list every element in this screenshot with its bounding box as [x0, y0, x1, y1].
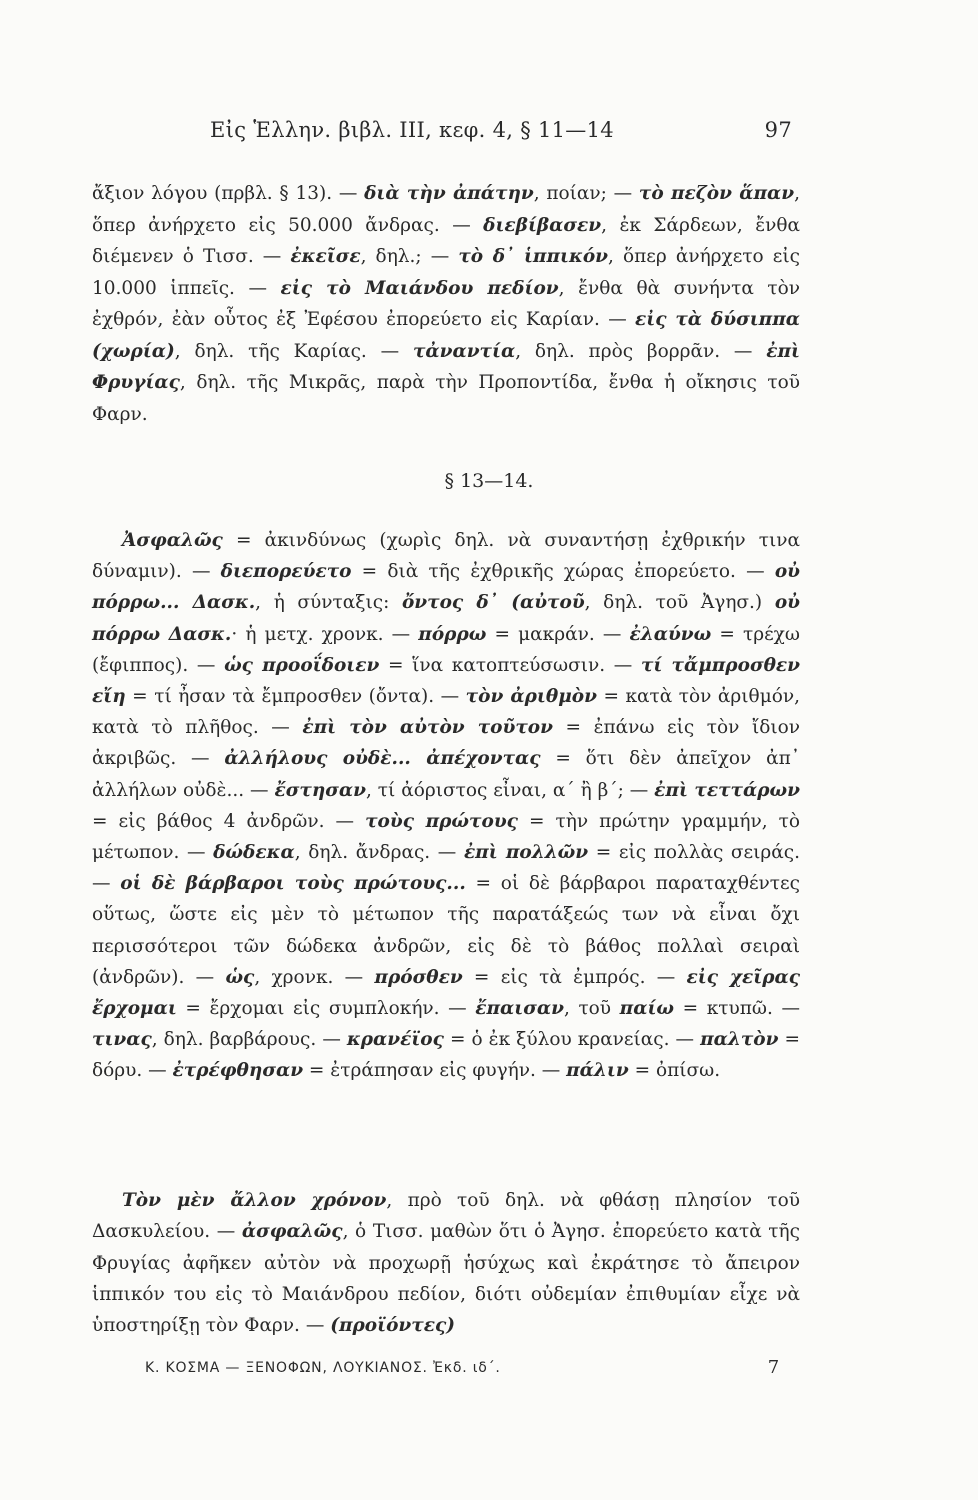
lemma-text: ἐπὶ Φρυγίας — [92, 340, 800, 393]
commentary-paragraph — [92, 525, 800, 1087]
lemma-text: οἱ δὲ βάρβαροι τοὺς πρώτους... — [120, 873, 466, 895]
lemma-text: εἰς τὰ δύσιππα (χωρία) — [92, 309, 800, 362]
lemma-text: πρόσθεν — [374, 966, 463, 988]
lemma-text: ὡς προοΐδοιεν — [224, 654, 380, 676]
gloss-text: , τοῦ — [563, 998, 620, 1020]
gloss-text: = ὀπίσω. — [628, 1060, 721, 1082]
lemma-text: κρανέϊος — [346, 1029, 444, 1051]
gloss-text: , δηλ. ἄνδρας. — — [294, 842, 464, 864]
gloss-text: = ὅτι δὲν ἀπεῖχον ἀπ᾽ ἀλλήλων οὐδὲ... — — [92, 748, 801, 801]
gloss-text: = μακράν. — — [486, 623, 630, 645]
gloss-text: , δηλ. τῆς Καρίας. — — [174, 340, 413, 362]
gloss-text: , χρονκ. — — [254, 966, 375, 988]
gloss-text: = κτυπῶ. — — [674, 998, 800, 1020]
lemma-text: εἰς χεῖρας ἔρχομαι — [92, 966, 801, 1020]
commentary-paragraph — [92, 178, 800, 430]
lemma-text: ἀλλήλους οὐδὲ... ἀπέχοντας — [224, 748, 541, 770]
gloss-text: = εἰς τὰ ἐμπρός. — — [462, 966, 687, 988]
lemma-text: διὰ τὴν ἀπάτην — [364, 183, 534, 204]
lemma-text: ἐλαύνω — [629, 623, 712, 645]
gloss-text: = εἰς βάθος 4 ἀνδρῶν. — — [92, 810, 366, 832]
lemma-text: ἐπὶ τὸν αὐτὸν τοῦτον — [302, 717, 553, 739]
gloss-text: , δηλ.; — — [360, 246, 459, 267]
lemma-text: ἀσφαλῶς — [241, 1221, 343, 1243]
gloss-text: = κατὰ τὸν ἀριθμόν, κατὰ τὸ πλῆθος. — — [92, 686, 800, 739]
gloss-text: , ἐκ Σάρδεων, ἔνθα διέμενεν ὁ Τισσ. — — [92, 214, 801, 267]
footer-imprint: Κ. ΚΟΣΜΑ — ΞΕΝΟΦΩΝ, ΛΟΥΚΙΑΝΟΣ. Ἐκδ. ιδ΄. — [145, 1360, 501, 1376]
lemma-text: ἔστησαν — [274, 779, 366, 801]
gloss-text: , πρὸ τοῦ δηλ. νὰ φθάσῃ πλησίον τοῦ Δασκυλείου. — — [92, 1190, 800, 1243]
signature-mark: 7 — [767, 1357, 780, 1378]
gloss-text: , δηλ. τοῦ Ἀγησ.) — [584, 592, 775, 614]
gloss-text: , ἡ σύνταξις: — [255, 592, 402, 614]
lemma-text: οὐ πόρρω... Δασκ. — [92, 561, 800, 614]
lemma-text: ἔπαισαν — [475, 998, 564, 1020]
commentary-block-2 — [92, 525, 800, 1087]
page-footer — [145, 1357, 780, 1378]
gloss-text: = τρέχω (ἔφιππος). — — [92, 623, 800, 676]
gloss-text: , ὅπερ ἀνήρχετο εἰς 10.000 ἱππεῖς. — — [92, 246, 800, 299]
lemma-text: Τὸν μὲν ἄλλον χρόνον — [122, 1190, 387, 1211]
gloss-text: = ἀκινδύνως (χωρὶς δηλ. νὰ συναντήσῃ ἐχθρικήν τινα δύναμιν). — — [92, 530, 800, 583]
gloss-text: = ὁ ἐκ ξύλου κρανείας. — — [443, 1029, 701, 1051]
gloss-text: = ἔρχομαι εἰς συμπλοκήν. — — [176, 998, 476, 1020]
gloss-text: = τὴν πρώτην γραμμήν, τὸ μέτωπον. — — [92, 810, 800, 864]
gloss-text: , δηλ. πρὸς βορρᾶν. — — [515, 340, 767, 362]
gloss-text: , ποίαν; — — [533, 183, 639, 204]
lemma-text: δώδεκα — [213, 842, 295, 864]
lemma-text: Ἀσφαλῶς — [122, 530, 223, 551]
gloss-text: = ἐτράπησαν εἰς φυγήν. — — [303, 1060, 567, 1082]
lemma-text: τοὺς πρώτους — [365, 810, 518, 832]
lemma-text: τί τἄμπροσθεν εἴη — [92, 654, 801, 708]
gloss-text: , ὅπερ ἀνήρχετο εἰς 50.000 ἄνδρας. — — [92, 183, 800, 236]
lemma-text: ἐκεῖσε — [290, 246, 361, 267]
gloss-text: ἄξιον λόγου (πρβλ. § 13). — — [92, 183, 365, 204]
gloss-text: = διὰ τῆς ἐχθρικῆς χώρας ἐπορεύετο. — — [351, 561, 775, 583]
gloss-text: , δηλ. τῆς Μικρᾶς, παρὰ τὴν Προποντίδα, ἔνθα ἡ οἴκησις τοῦ Φαρν. — [92, 372, 800, 425]
gloss-text: = ἵνα κατοπτεύσωσιν. — — [379, 654, 641, 676]
gloss-text: = ἐπάνω εἰς τὸν ἴδιον ἀκριβῶς. — — [92, 717, 800, 770]
gloss-text: = εἰς πολλὰς σειράς. — — [92, 842, 800, 895]
lemma-text: ἐπὶ πολλῶν — [463, 842, 589, 864]
lemma-text: διεπορεύετο — [220, 561, 352, 583]
gloss-text: = οἱ δὲ βάρβαροι παραταχθέντες οὕτως, ὥστε εἰς μὲν τὸ μέτωπον τῆς παρατάξεώς των νὰ εἶναι ὄχι περισσότεροι τῶν δώδεκα ἀνδρῶν, εἰς δὲ τὸ βάθος πολλαὶ σειραὶ (ἀνδρῶν). — — [92, 873, 800, 988]
lemma-text: τὸ πεζὸν ἅπαν — [638, 183, 795, 204]
gloss-text: , τί ἀόριστος εἶναι, α΄ ἢ β΄; — — [365, 779, 655, 801]
section-heading: § 13—14. — [444, 470, 534, 492]
lemma-text: ὄντος δ᾽ (αὐτοῦ — [401, 592, 585, 614]
gloss-text: = δόρυ. — — [92, 1029, 800, 1082]
lemma-text: παλτὸν — [700, 1029, 779, 1051]
gloss-text: , ἔνθα θὰ συνήντα τὸν ἐχθρόν, ἐὰν οὗτος ἐξ Ἐφέσου ἐπορεύετο εἰς Καρίαν. — — [92, 277, 800, 330]
lemma-text: παίω — [619, 998, 675, 1020]
lemma-text: τὸν ἀριθμὸν — [465, 686, 597, 708]
lemma-text: εἰς τὸ Μαιάνδου πεδίον — [280, 277, 559, 299]
commentary-paragraph — [92, 1185, 800, 1341]
gloss-text: , ὁ Τισσ. μαθὼν ὅτι ὁ Ἀγησ. ἐπορεύετο κατὰ τῆς Φρυγίας ἀφῆκεν αὐτὸν νὰ προχωρῇ ἡσύχως καὶ ἐκράτησε τὸ ἄπειρον ἱππικόν του εἰς τὸ Μαιάνδρου πεδίον, διότι οὐδεμίαν ἐπιθυμίαν εἶχε νὰ ὑποστηρίξῃ τὸν Φαρν. — — [92, 1221, 800, 1337]
lemma-text: τὸ δ᾽ ἱππικόν — [458, 246, 609, 267]
lemma-text: ὡς — [225, 966, 255, 988]
lemma-text: ἐτρέφθησαν — [172, 1060, 304, 1082]
lemma-text: ἐπὶ τεττάρων — [654, 779, 800, 801]
page-number: 97 — [764, 118, 792, 142]
lemma-text: πάλιν — [566, 1060, 629, 1082]
lemma-text: (προϊόντες) — [330, 1315, 455, 1337]
commentary-block-3 — [92, 1185, 800, 1341]
lemma-text: πόρρω — [418, 623, 487, 645]
lemma-text: οὐ πόρρω Δασκ. — [92, 592, 800, 645]
gloss-text: = τί ἦσαν τὰ ἔμπροσθεν (ὄντα). — — [125, 686, 466, 708]
lemma-text: διεβίβασεν — [483, 214, 602, 236]
commentary-block-1 — [92, 178, 800, 430]
lemma-text: τἀναντία — [412, 340, 516, 362]
gloss-text: , δηλ. βαρβάρους. — — [151, 1029, 347, 1051]
running-title: Εἰς Ἑλλην. βιβλ. III, κεφ. 4, § 11—14 — [210, 118, 614, 142]
lemma-text: τινας — [92, 1029, 152, 1051]
gloss-text: · ἡ μετχ. χρονκ. — — [231, 623, 419, 645]
